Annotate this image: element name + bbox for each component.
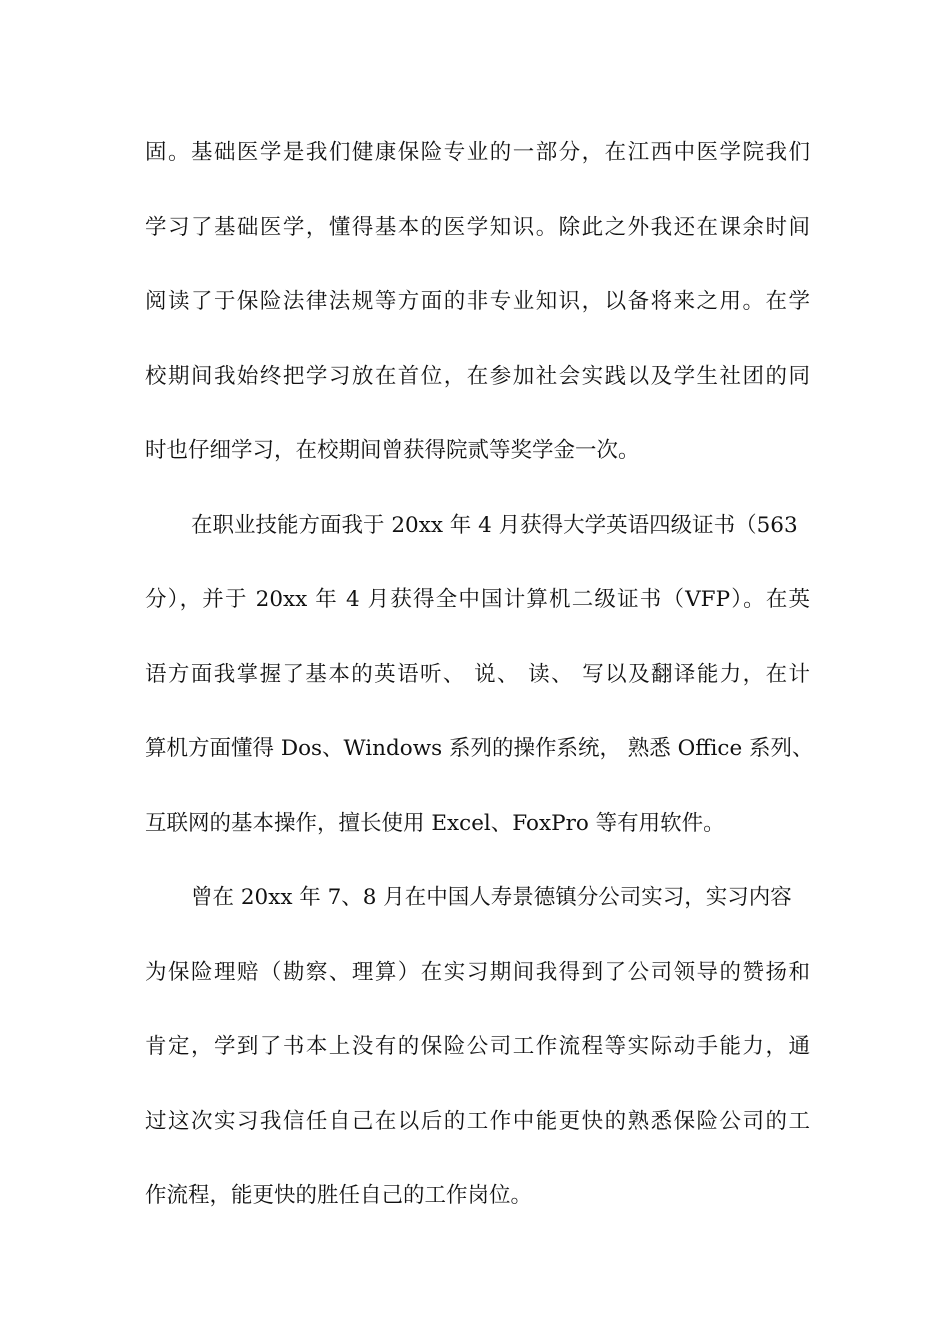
text-line-12: 为保险理赔（勘察、理算）在实习期间我得到了公司领导的赞扬和 [145, 959, 810, 985]
text-line-15: 作流程，能更快的胜任自己的工作岗位。 [145, 1183, 533, 1208]
text-line-11: 曾在 20xx 年 7、8 月在中国人寿景德镇分公司实习，实习内容 [191, 885, 792, 910]
text-line-7: 分），并于 20xx 年 4 月获得全中国计算机二级证书（VFP）。在英 [145, 587, 810, 612]
text-line-14: 过这次实习我信任自己在以后的工作中能更快的熟悉保险公司的工 [145, 1108, 810, 1134]
text-line-4: 校期间我始终把学习放在首位，在参加社会实践以及学生社团的同 [145, 363, 810, 389]
text-line-1: 固。基础医学是我们健康保险专业的一部分，在江西中医学院我们 [145, 140, 810, 165]
text-line-10: 互联网的基本操作，擅长使用 Excel、FoxPro 等有用软件。 [145, 810, 725, 836]
text-line-8: 语方面我掌握了基本的英语听、 说、 读、 写以及翻译能力，在计 [145, 661, 810, 687]
text-line-2: 学习了基础医学，懂得基本的医学知识。除此之外我还在课余时间 [145, 214, 810, 240]
document-body [145, 127, 814, 1245]
text-line-9: 算机方面懂得 Dos、Windows 系列的操作系统， 熟悉 Office 系列、 [145, 736, 814, 761]
text-line-3: 阅读了于保险法律法规等方面的非专业知识，以备将来之用。在学 [145, 289, 810, 314]
text-line-13: 肯定，学到了书本上没有的保险公司工作流程等实际动手能力，通 [145, 1034, 810, 1059]
text-line-5: 时也仔细学习，在校期间曾获得院贰等奖学金一次。 [145, 438, 640, 463]
text-line-6: 在职业技能方面我于 20xx 年 4 月获得大学英语四级证书（563 [191, 512, 798, 538]
